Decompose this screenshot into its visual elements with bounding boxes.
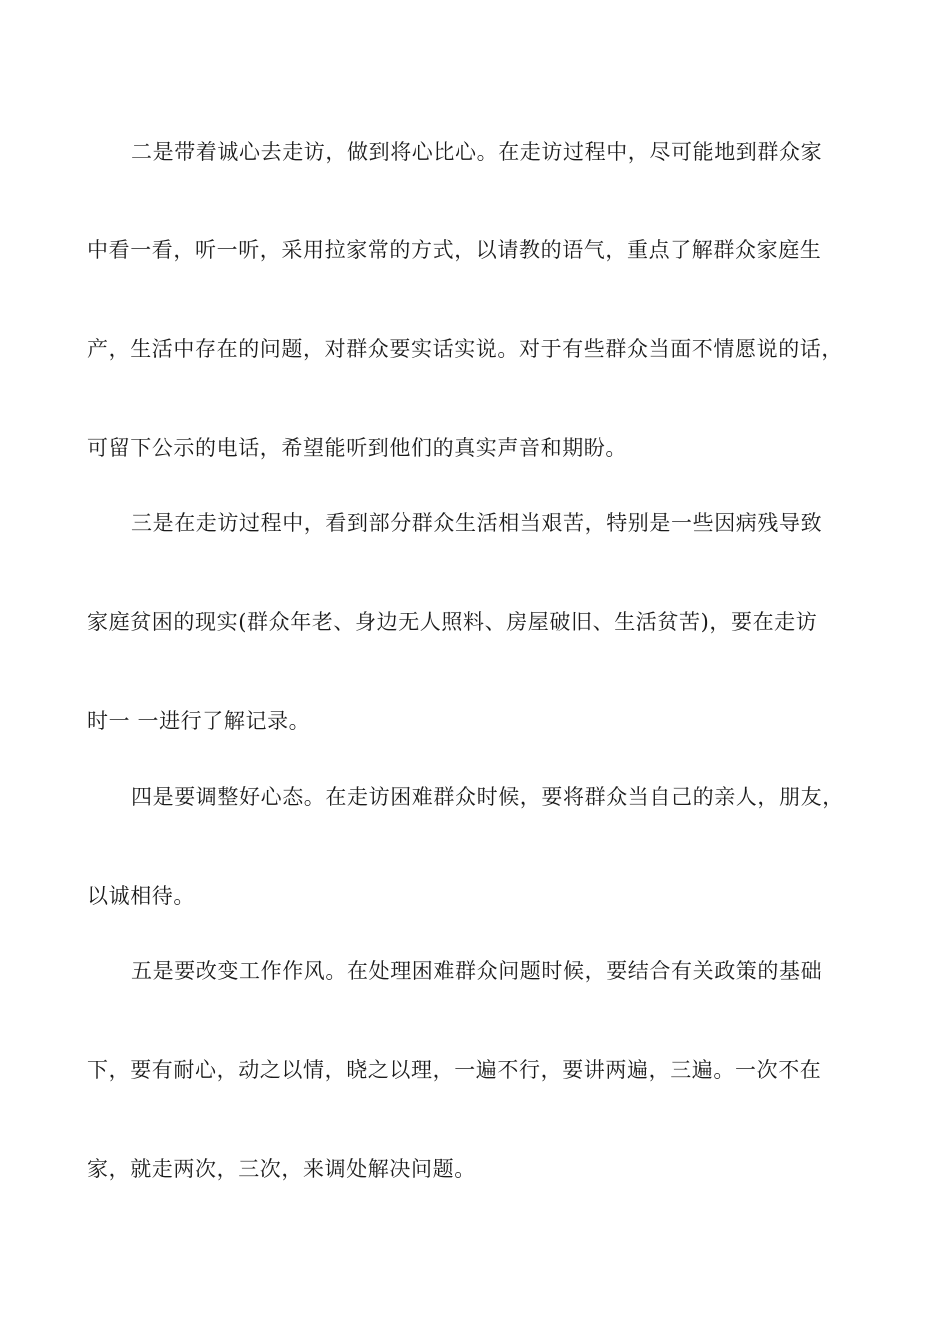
- paragraph-1-line-3: 产，生活中存在的问题，对群众要实话实说。对于有些群众当面不情愿说的话，: [87, 337, 843, 361]
- paragraph-4-line-1: 五是要改变工作作风。在处理困难群众问题时候，要结合有关政策的基础: [131, 959, 823, 983]
- paragraph-2-line-1: 三是在走访过程中，看到部分群众生活相当艰苦，特别是一些因病残导致: [131, 511, 823, 535]
- paragraph-1-line-4: 可留下公示的电话，希望能听到他们的真实声音和期盼。: [87, 436, 627, 460]
- paragraph-4-line-3: 家，就走两次，三次，来调处解决问题。: [87, 1157, 476, 1181]
- paragraph-2-line-2: 家庭贫困的现实(群众年老、身边无人照料、房屋破旧、生活贫苦)，要在走访: [87, 610, 818, 634]
- paragraph-1-line-2: 中看一看，听一听，采用拉家常的方式，以请教的语气，重点了解群众家庭生: [87, 238, 822, 262]
- paragraph-3-line-1: 四是要调整好心态。在走访困难群众时候，要将群众当自己的亲人，朋友，: [131, 785, 844, 809]
- paragraph-3-line-2: 以诚相待。: [87, 884, 195, 908]
- paragraph-1-line-1: 二是带着诚心去走访，做到将心比心。在走访过程中，尽可能地到群众家: [131, 140, 823, 164]
- paragraph-4-line-2: 下，要有耐心，动之以情，晓之以理，一遍不行，要讲两遍，三遍。一次不在: [87, 1058, 822, 1082]
- paragraph-2-line-3: 时一 一进行了解记录。: [87, 709, 311, 733]
